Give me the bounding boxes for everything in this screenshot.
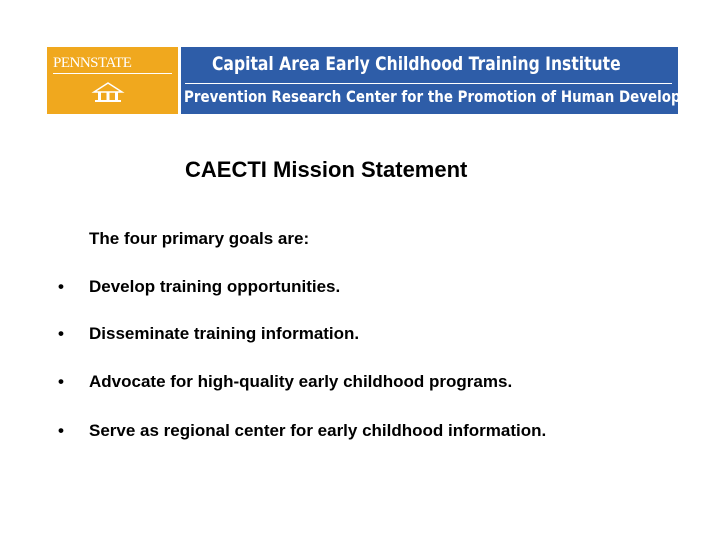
goal-item [58,421,546,441]
goals-intro: The four primary goals are: [89,229,310,248]
logo-wordmark: PENNSTATE [53,55,132,71]
bullet-icon: • [58,372,64,391]
goal-text: Serve as regional center for early childhood information. [89,421,547,440]
goal-item [58,324,359,344]
goal-text: Advocate for high-quality early childhood programs. [89,372,513,391]
goal-text: Develop training opportunities. [89,277,341,296]
goal-item [58,372,512,392]
institute-name: Capital Area Early Childhood Training Institute [212,53,621,75]
institute-subtitle: Prevention Research Center for the Promotion of Human Development [184,87,720,106]
slide-title: CAECTI Mission Statement [185,157,468,182]
bullet-icon: • [58,324,64,343]
goal-text: Disseminate training information. [89,324,360,343]
goal-item [58,277,340,297]
bullet-icon: • [58,277,64,296]
bullet-icon: • [58,421,64,440]
